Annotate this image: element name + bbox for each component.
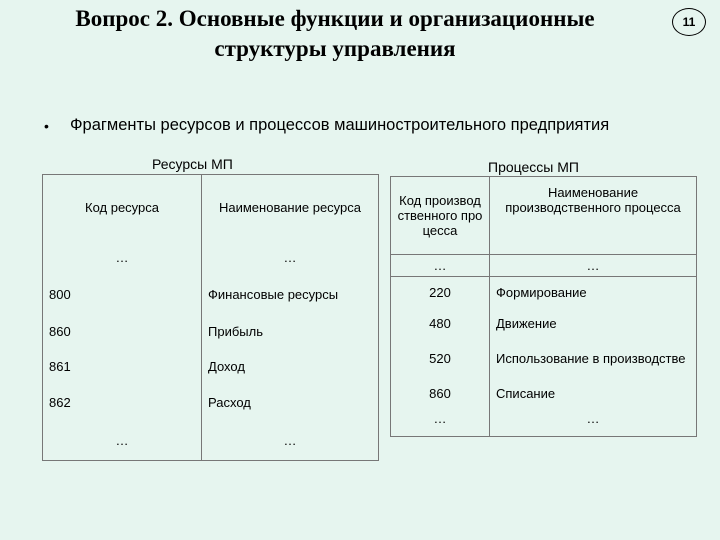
table-cell: Списание [496, 386, 556, 401]
resources-table [42, 174, 379, 461]
table-cell: … [490, 255, 697, 277]
table-cell: 860 [43, 315, 202, 349]
table-cell: Формирование [496, 285, 587, 301]
table-cell: 861 [43, 349, 202, 385]
slide-title: Вопрос 2. Основные функции и организационные структуры управления [75, 6, 595, 61]
table-row [43, 315, 379, 349]
header-cell: Наименование производственного процесса [490, 177, 697, 255]
processes-caption: Процессы МП [488, 159, 579, 175]
table-cell: … [43, 421, 202, 461]
table-header-row [43, 175, 379, 241]
table-cell: … [391, 255, 490, 277]
table-row [43, 421, 379, 461]
table-row [43, 241, 379, 275]
table-cell: Движение [496, 316, 557, 331]
resources-caption: Ресурсы МП [152, 156, 233, 172]
table-row [391, 255, 697, 277]
table-row [391, 379, 697, 409]
table-cell: Доход [208, 359, 245, 374]
header-cell: Код ресурса [43, 175, 202, 241]
table-header-row [391, 177, 697, 255]
table-cell: 520 [391, 339, 490, 379]
table-cell: … [283, 432, 297, 448]
page-number-badge: 11 [672, 8, 706, 36]
table-row [43, 275, 379, 315]
processes-table [390, 176, 697, 437]
table-cell: 860 [391, 379, 490, 409]
bullet-icon: • [44, 118, 49, 134]
table-cell: 800 [43, 275, 202, 315]
table-cell: 862 [43, 385, 202, 421]
table-cell: … [391, 409, 490, 437]
table-cell: 220 [391, 277, 490, 309]
header-cell: Код производственного процесса [391, 177, 490, 255]
table-cell: 480 [391, 309, 490, 339]
table-cell: Финансовые ресурсы [208, 287, 339, 302]
table-cell: Прибыль [208, 324, 263, 339]
table-cell: Использование в производстве [496, 351, 686, 366]
table-cell: … [283, 250, 297, 265]
bullet-text: Фрагменты ресурсов и процессов машиностроительного предприятия [70, 116, 610, 134]
table-row [391, 339, 697, 379]
table-cell: Расход [208, 395, 251, 410]
table-row [391, 277, 697, 309]
table-cell: … [43, 241, 202, 275]
table-row [43, 385, 379, 421]
table-row [391, 309, 697, 339]
table-row [391, 409, 697, 437]
table-row [43, 349, 379, 385]
header-cell: Наименование ресурса [218, 200, 361, 216]
table-cell: … [586, 410, 600, 426]
